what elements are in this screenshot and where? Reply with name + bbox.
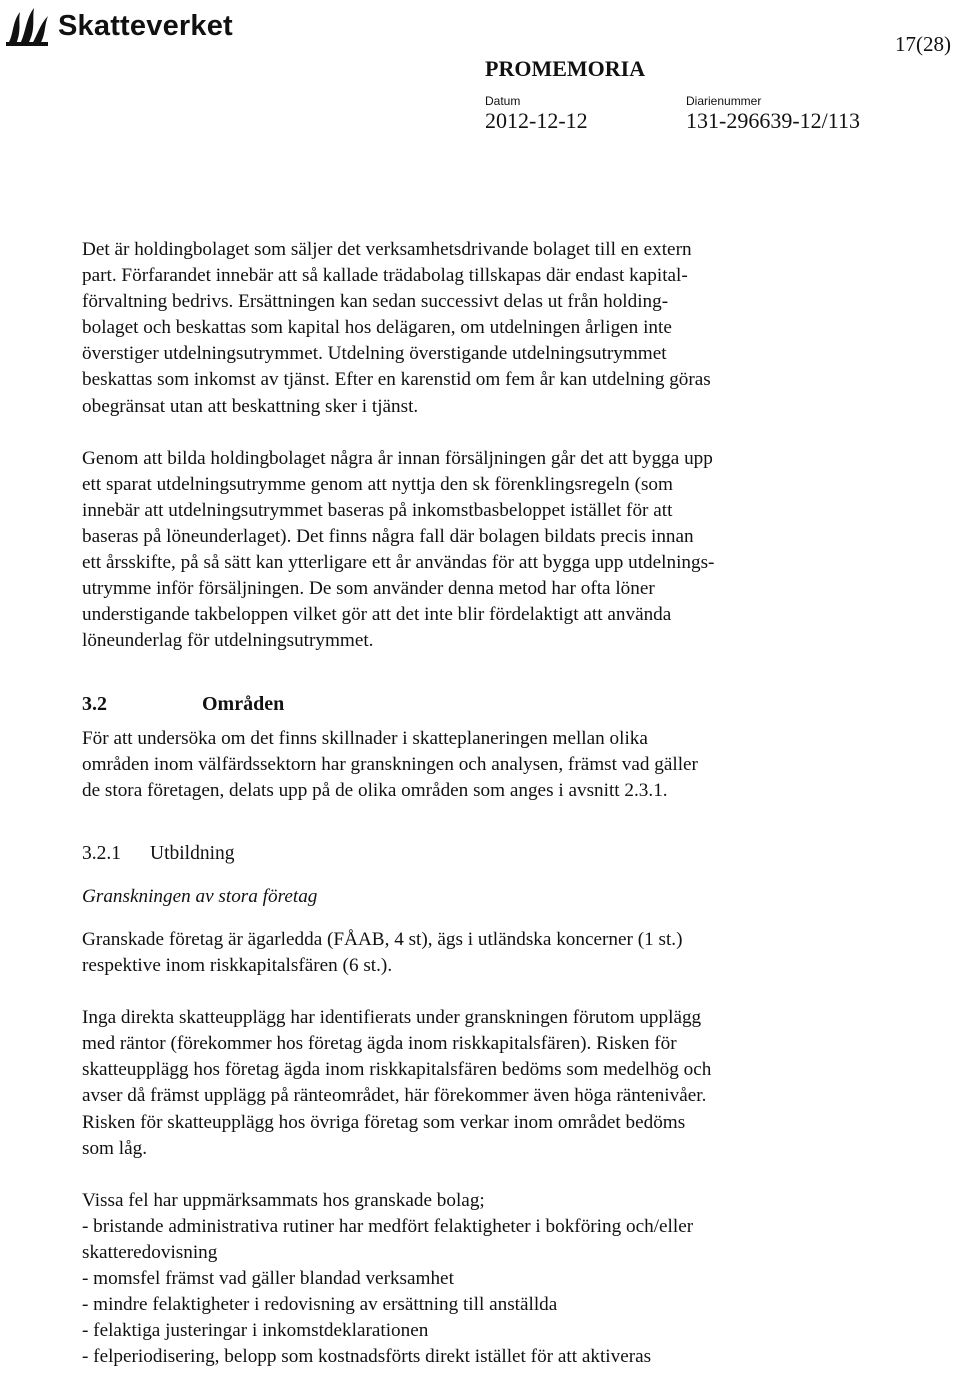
diary-label: Diarienummer xyxy=(686,94,762,108)
text-line: part. Förfarandet innebär att så kallade trädabolag tillskapas där endast kapital- xyxy=(82,265,688,287)
text-line: respektive inom riskkapitalsfären (6 st.). xyxy=(82,955,393,977)
list-item: skatteredovisning xyxy=(82,1241,218,1263)
text-line: Granskade företag är ägarledda (FÅAB, 4 st), ägs i utländska koncerner (1 st.) xyxy=(82,928,683,950)
spacer xyxy=(82,910,862,927)
list-item: - momsfel främst vad gäller blandad verksamhet xyxy=(82,1268,454,1289)
subheading: Granskningen av stora företag xyxy=(82,885,318,907)
section-heading-3-2-1 xyxy=(82,841,862,867)
diary-value: 131-296639-12/113 xyxy=(686,108,860,133)
section-number: 3.2.1 xyxy=(82,842,121,864)
memo-body xyxy=(82,237,862,1370)
text-line: understigande takbeloppen vilket gör att det inte blir fördelaktigt att använda xyxy=(82,604,672,626)
date-value: 2012-12-12 xyxy=(485,108,588,133)
section-title: Områden xyxy=(202,693,285,716)
text-line: Vissa fel har uppmärksammats hos granskade bolag; xyxy=(82,1189,485,1211)
text-line: löneunderlag för utdelningsutrymmet. xyxy=(82,630,374,652)
date-label: Datum xyxy=(485,94,521,108)
text-line: ett årsskifte, på så sätt kan ytterligare ett år användas för att bygga upp utdelnings- xyxy=(82,552,715,574)
text-line: med räntor (förekommer hos företag ägda inom riskkapitalsfären). Risken för xyxy=(82,1033,677,1055)
section-number: 3.2 xyxy=(82,693,107,716)
list-item: - felaktiga justeringar i inkomstdeklarationen xyxy=(82,1320,429,1342)
text-line: avser då främst upplägg på ränteområdet, här förekommer även höga räntenivåer. xyxy=(82,1085,707,1107)
text-line: baseras på löneunderlaget). Det finns några fall där bolagen bildats precis innan xyxy=(82,525,694,547)
paragraph-holding-formation xyxy=(82,446,862,655)
text-line: utrymme inför försäljningen. De som använder denna metod har ofta löner xyxy=(82,578,655,600)
text-line: som låg. xyxy=(82,1137,148,1159)
text-line: obegränsat utan att beskattning sker i tjänst. xyxy=(82,395,419,417)
paragraph-areas xyxy=(82,726,862,804)
section-title: Utbildning xyxy=(150,842,235,864)
text-line: Det är holdingbolaget som säljer det verksamhetsdrivande bolaget till en extern xyxy=(82,239,692,260)
paragraph-tax-arrangements xyxy=(82,1005,862,1162)
text-line: Inga direkta skatteupplägg har identifierats under granskningen förutom upplägg xyxy=(82,1007,702,1029)
text-line: de stora företagen, delats upp på de olika områden som anges i avsnitt 2.3.1. xyxy=(82,779,668,801)
text-line: ett sparat utdelningsutrymme genom att nyttja den sk förenklingsregeln (som xyxy=(82,473,673,495)
list-item: - bristande administrativa rutiner har medfört felaktigheter i bokföring och/eller xyxy=(82,1215,694,1237)
spacer xyxy=(82,979,862,1005)
skatteverket-crown-icon xyxy=(4,4,52,48)
section-heading-3-2 xyxy=(82,691,862,717)
text-line: förvaltning bedrivs. Ersättningen kan sedan successivt delas ut från holding- xyxy=(82,291,669,313)
paragraph-errors-list xyxy=(82,1188,862,1371)
logo-text: Skatteverket xyxy=(58,9,233,42)
text-line: För att undersöka om det finns skillnader i skatteplaneringen mellan olika xyxy=(82,727,648,749)
list-item: - mindre felaktigheter i redovisning av ersättning till anställda xyxy=(82,1294,558,1316)
text-line: skatteupplägg hos företag ägda inom riskkapitalsfären bedöms som medelhög och xyxy=(82,1059,712,1081)
spacer xyxy=(82,654,862,691)
paragraph-reviewed-companies xyxy=(82,927,862,979)
skatteverket-logo xyxy=(4,4,233,48)
text-line: innebär att utdelningsutrymmet baseras på inkomstbasbeloppet istället för att xyxy=(82,499,673,521)
spacer xyxy=(82,420,862,446)
paragraph-holding-sale xyxy=(82,237,862,420)
text-line: Risken för skatteupplägg hos övriga företag som verkar inom området bedöms xyxy=(82,1111,686,1133)
page-number: 17(28) xyxy=(895,32,951,56)
text-line: beskattas som inkomst av tjänst. Efter en karenstid om fem år kan utdelning göras xyxy=(82,369,711,391)
spacer xyxy=(82,867,862,884)
spacer xyxy=(82,718,862,726)
text-line: bolaget och beskattas som kapital hos delägaren, om utdelningen årligen inte xyxy=(82,317,672,339)
memo-title: PROMEMORIA xyxy=(485,56,646,81)
text-line: Genom att bilda holdingbolaget några år innan försäljningen går det att bygga upp xyxy=(82,447,713,469)
text-line: områden inom välfärdssektorn har granskningen och analysen, främst vad gäller xyxy=(82,753,698,775)
spacer xyxy=(82,1162,862,1188)
spacer xyxy=(82,804,862,841)
list-item: - felperiodisering, belopp som kostnadsförts direkt istället för att aktiveras xyxy=(82,1346,652,1368)
text-line: överstiger utdelningsutrymmet. Utdelning överstigande utdelningsutrymmet xyxy=(82,343,667,365)
